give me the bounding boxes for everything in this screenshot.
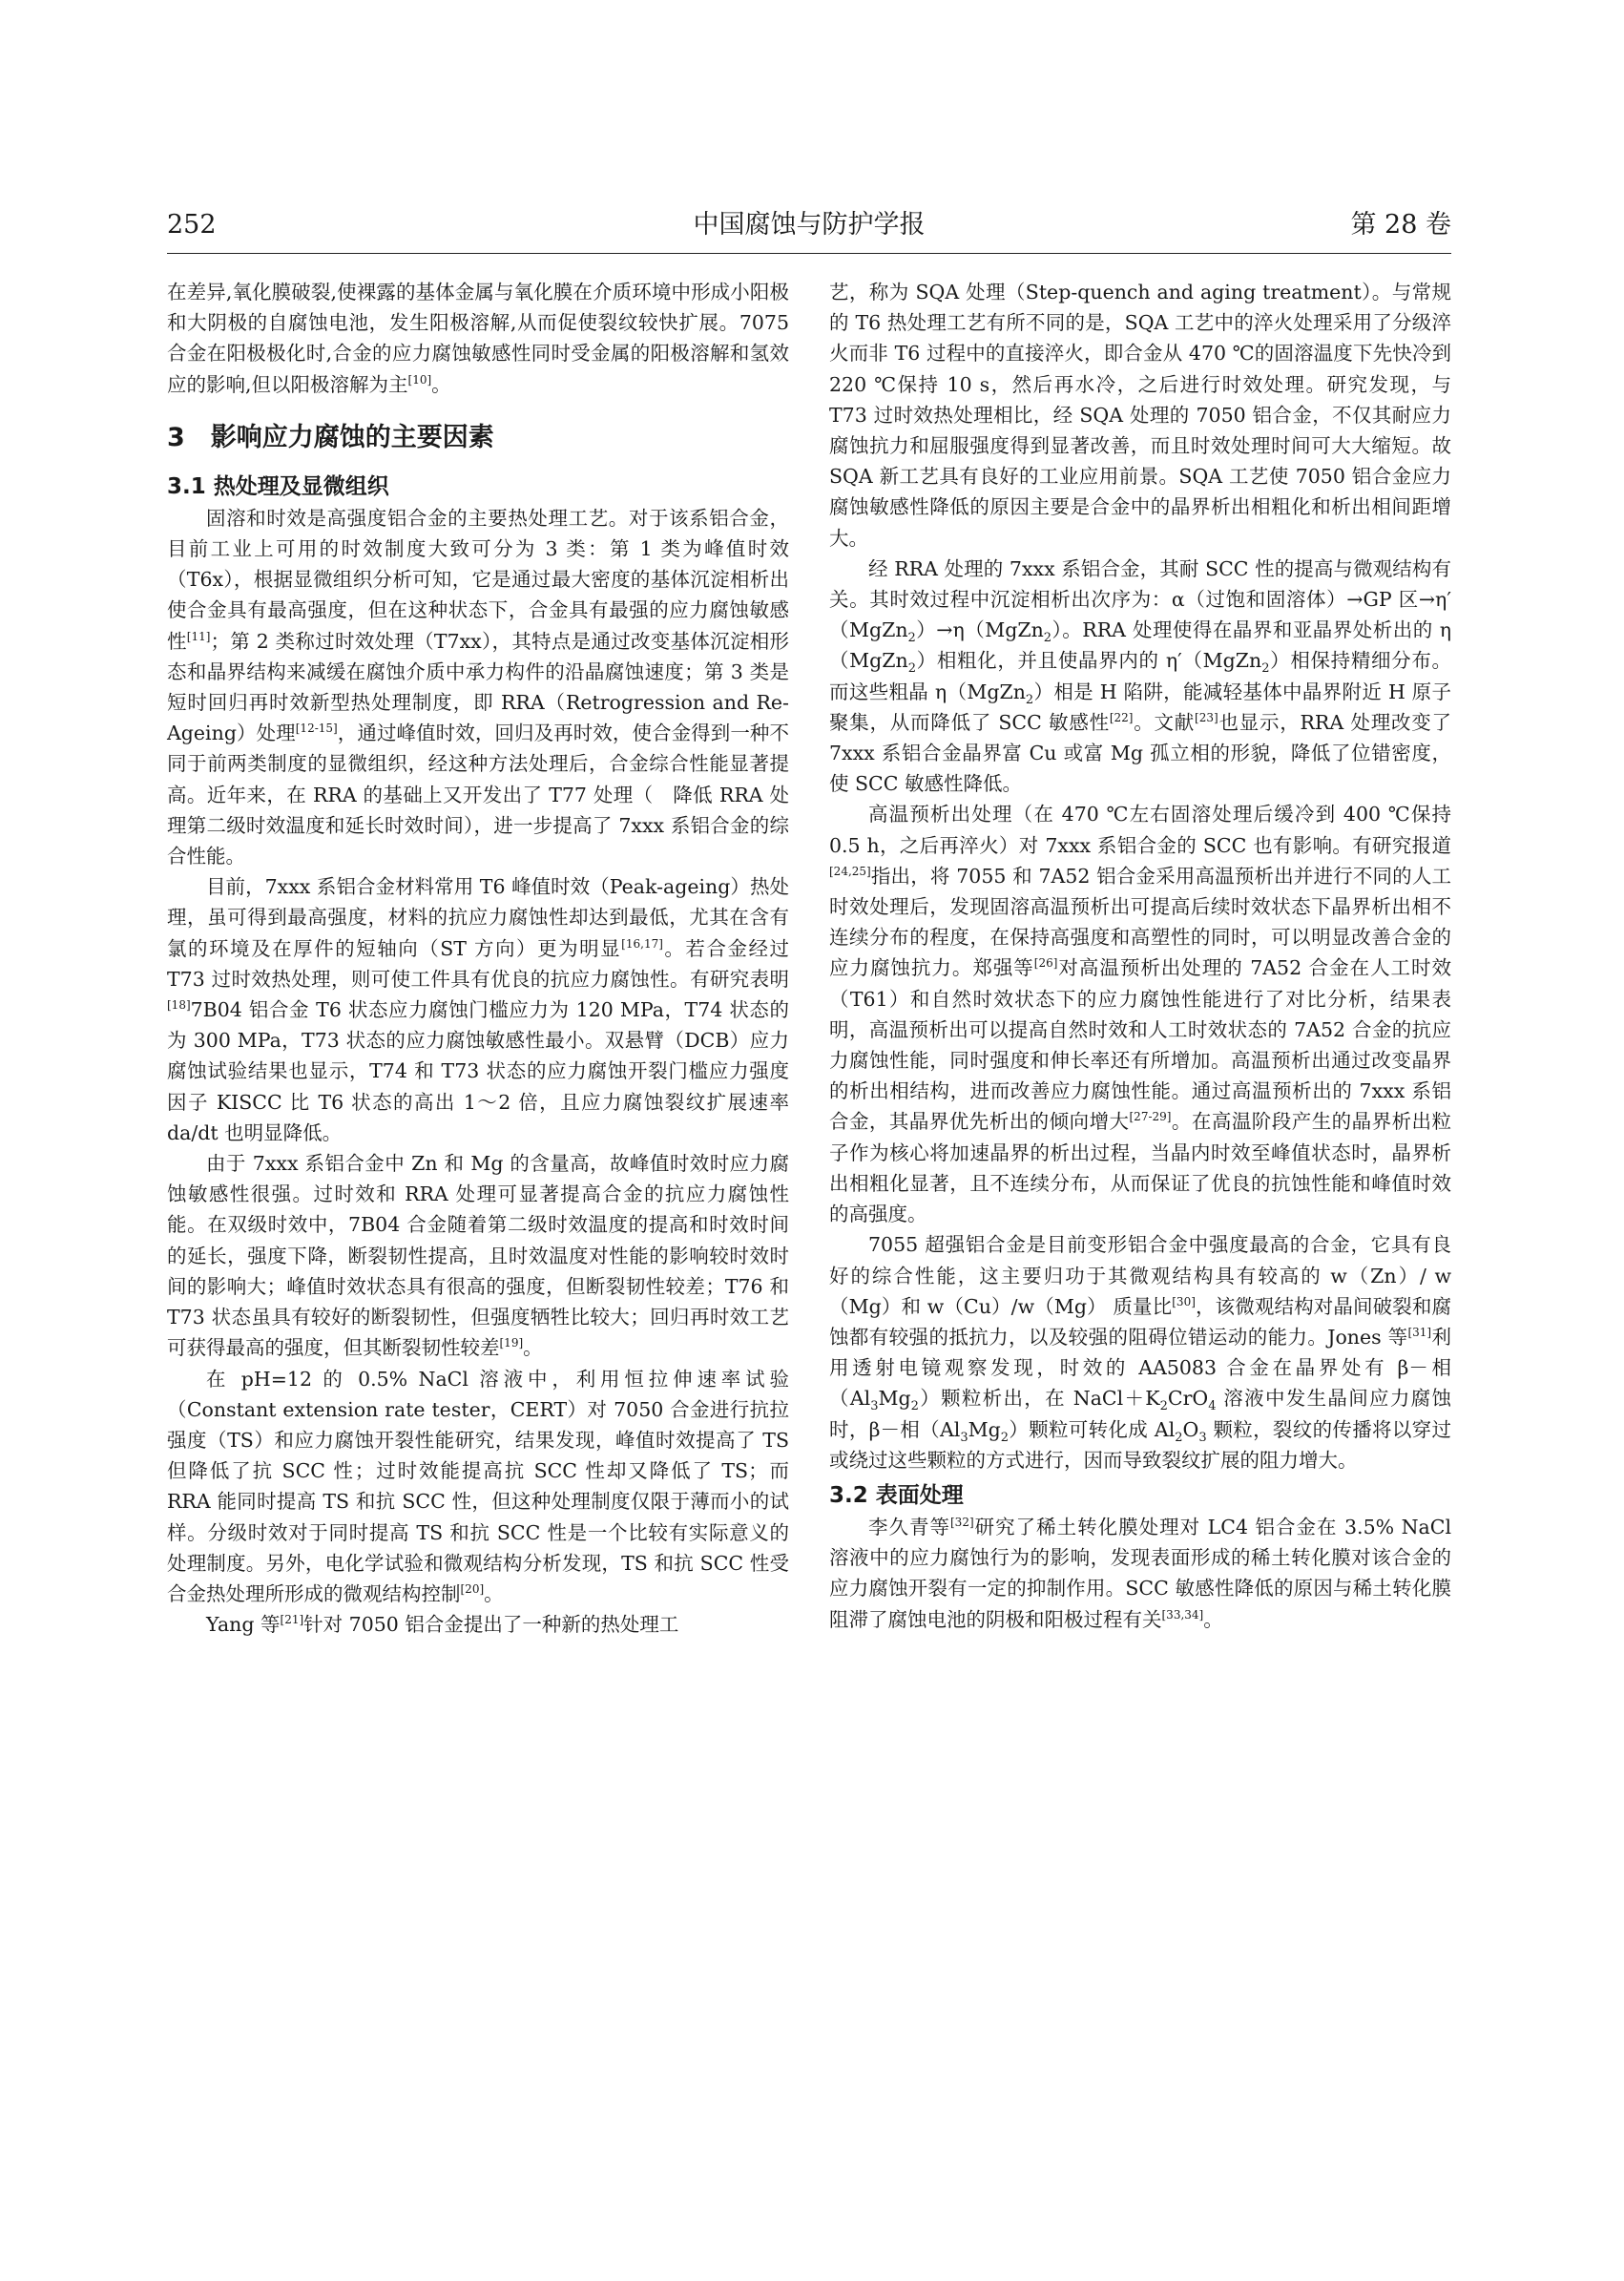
header-rule — [167, 253, 1451, 254]
paragraph: 在差异,氧化膜破裂,使裸露的基体金属与氧化膜在介质环境中形成小阳极和大阴极的自腐蚀电池，发生阳极溶解,从而促使裂纹较快扩展。7075 合金在阳极极化时,合金的应力腐蚀敏感性同时受金属的阳极溶解和氢效应的影响,但以阳极溶解为主[10]。 — [167, 281, 789, 396]
volume-label: 第 28 卷 — [1350, 210, 1451, 240]
paragraph: 经 RRA 处理的 7xxx 系铝合金，其耐 SCC 性的提高与微观结构有关。其时效过程中沉淀相析出次序为：α（过饱和固溶体）→GP 区→η′（MgZn$_2$）→η（MgZn$_2$）。RRA 处理使得在晶界和亚晶界处析出的 η（MgZn$_2$）相粗化，并且使晶界内的 η′（MgZn$_2$）相保持精细分布。而这些粗晶 η（MgZn$_2$）相是 H 陷阱，能减轻基体中晶界附近 H 原子聚集，从而降低了 SCC 敏感性[22]。文献[23]也显示，RRA 处理改变了 7xxx 系铝合金晶界富 Cu 或富 Mg 孤立相的形貌，降低了位错密度，使 SCC 敏感性降低。 — [829, 556, 1452, 796]
paragraph: 目前，7xxx 系铝合金材料常用 T6 峰值时效（Peak-ageing）热处理，虽可得到最高强度，材料的抗应力腐蚀性却达到最低，尤其在含有氯的环境及在厚件的短轴向（ST 方向）更为明显[16,17]。若合金经过 T73 过时效热处理，则可使工件具有优良的抗应力腐蚀性。有研究表明[18]7B04 铝合金 T6 状态应力腐蚀门槛应力为 120 MPa，T74 状态的为 300 MPa，T73 状态的应力腐蚀敏感性最小。双悬臂（DCB）应力腐蚀试验结果也显示，T74 和 T73 状态的应力腐蚀开裂门槛应力强度因子 KISCC 比 T6 状态的高出 1～2 倍，且应力腐蚀裂纹扩展速率 da/dt 也明显降低。 — [167, 875, 790, 1144]
paragraph: 李久青等[32]研究了稀土转化膜处理对 LC4 铝合金在 3.5% NaCl 溶液中的应力腐蚀行为的影响，发现表面形成的稀土转化膜对该合金的应力腐蚀开裂有一定的抑制作用。SCC 敏感性降低的原因与稀土转化膜阻滞了腐蚀电池的阴极和阳极过程有关[33,34]。 — [829, 1515, 1452, 1631]
page-number: 252 — [167, 210, 217, 240]
section-heading: 3 影响应力腐蚀的主要因素 — [167, 422, 494, 452]
paragraph: 高温预析出处理（在 470 ℃左右固溶处理后缓冷到 400 ℃保持 0.5 h，之后再淬火）对 7xxx 系铝合金的 SCC 也有影响。有研究报道[24,25]指出，将 7055 和 7A52 铝合金采用高温预析出并进行不同的人工时效处理后，发现固溶高温预析出可提高后续时效状态下晶界析出相不连续分布的程度，在保持高强度和高塑性的同时，可以明显改善合金的应力腐蚀抗力。郑强等[26]对高温预析出处理的 7A52 合金在人工时效（T61）和自然时效状态下的应力腐蚀性能进行了对比分析，结果表明，高温预析出可以提高自然时效和人工时效状态的 7A52 合金的抗应力腐蚀性能，同时强度和伸长率还有所增加。高温预析出通过改变晶界的析出相结构，进而改善应力腐蚀性能。通过高温预析出的 7xxx 系铝合金，其晶界优先析出的倾向增大[27-29]。在高温阶段产生的晶界析出粒子作为核心将加速晶界的析出过程，当晶内时效至峰值状态时，晶界析出相粗化显著，且不连续分布，从而保证了优良的抗蚀性能和峰值时效的高强度。 — [829, 803, 1452, 1226]
right-column — [829, 277, 1451, 1635]
paragraph: Yang 等[21]针对 7050 铝合金提出了一种新的热处理工 — [206, 1613, 679, 1637]
paragraph: 艺，称为 SQA 处理（Step-quench and aging treatment）。与常规的 T6 热处理工艺有所不同的是，SQA 工艺中的淬火处理采用了分级淬火而非 T6 过程中的直接淬火，即合金从 470 ℃的固溶温度下先快冷到 220 ℃保持 10 s，然后再水冷，之后进行时效处理。研究发现，与 T73 过时效热处理相比，经 SQA 处理的 7050 铝合金，不仅其耐应力腐蚀抗力和屈服强度得到显著改善，而且时效处理时间可大大缩短。故 SQA 新工艺具有良好的工业应用前景。SQA 工艺使 7050 铝合金应力腐蚀敏感性降低的原因主要是合金中的晶界析出相粗化和析出相间距增大。 — [829, 281, 1451, 550]
paragraph: 由于 7xxx 系铝合金中 Zn 和 Mg 的含量高，故峰值时效时应力腐蚀敏感性很强。过时效和 RRA 处理可显著提高合金的抗应力腐蚀性能。在双级时效中，7B04 合金随着第二级时效温度的提高和时效时间的延长，强度下降，断裂韧性提高，且时效温度对性能的影响较时效时间的影响大；峰值时效状态具有很高的强度，但断裂韧性较差；T76 和 T73 状态虽具有较好的断裂韧性，但强度牺牲比较大；回归再时效工艺可获得最高的强度，但其断裂韧性较差[19]。 — [167, 1152, 789, 1360]
left-column — [167, 277, 789, 1640]
subsection-heading: 3.2 表面处理 — [829, 1482, 964, 1508]
paragraph: 固溶和时效是高强度铝合金的主要热处理工艺。对于该系铝合金，目前工业上可用的时效制度大致可分为 3 类：第 1 类为峰值时效（T6x），根据显微组织分析可知，它是通过最大密度的基体沉淀相析出使合金具有最高强度，但在这种状态下，合金具有最强的应力腐蚀敏感性[11]；第 2 类称过时效处理（T7xx），其特点是通过改变基体沉淀相形态和晶界结构来减缓在腐蚀介质中承力构件的沿晶腐蚀速度；第 3 类是短时回归再时效新型热处理制度，即 RRA（Retrogression and Re-Ageing）处理[12-15]，通过峰值时效，回归及再时效，使合金得到一种不同于前两类制度的显微组织，经这种方法处理后，合金综合性能显著提高。近年来，在 RRA 的基础上又开发出了 T77 处理（ 降低 RRA 处理第二级时效温度和延长时效时间），进一步提高了 7xxx 系铝合金的综合性能。 — [167, 506, 790, 868]
paragraph: 在 pH=12 的 0.5% NaCl 溶液中，利用恒拉伸速率试验（Constant extension rate tester，CERT）对 7050 合金进行抗拉强度（TS）和应力腐蚀开裂性能研究，结果发现，峰值时效提高了 TS 但降低了抗 SCC 性；过时效能提高抗 SCC 性却又降低了 TS；而 RRA 能同时提高 TS 和抗 SCC 性，但这种处理制度仅限于薄而小的试样。分级时效对于同时提高 TS 和抗 SCC 性是一个比较有实际意义的处理制度。另外，电化学试验和微观结构分析发现，TS 和抗 SCC 性受合金热处理所形成的微观结构控制[20]。 — [167, 1367, 789, 1605]
subsection-heading: 3.1 热处理及显微组织 — [167, 473, 389, 499]
paragraph: 7055 超强铝合金是目前变形铝合金中强度最高的合金，它具有良好的综合性能，这主要归功于其微观结构具有较高的 w（Zn）/ w（Mg）和 w（Cu）/w（Mg） 质量比[30]，该微观结构对晶间破裂和腐蚀都有较强的抵抗力，以及较强的阻碍位错运动的能力。Jones 等[31]利用透射电镜观察发现，时效的 AA5083 合金在晶界处有 β－相$(Al_3Mg_2)$颗粒析出，在 $NaCl+K_2CrO_4$ 溶液中发生晶间应力腐蚀时，β－相$(Al_3Mg_2)$颗粒可转化成 $Al_2O_3$ 颗粒，裂纹的传播将以穿过或绕过这些颗粒的方式进行，因而导致裂纹扩展的阻力增大。 — [829, 1233, 1451, 1472]
journal-title: 中国腐蚀与防护学报 — [693, 210, 926, 240]
page-header — [167, 206, 1451, 244]
